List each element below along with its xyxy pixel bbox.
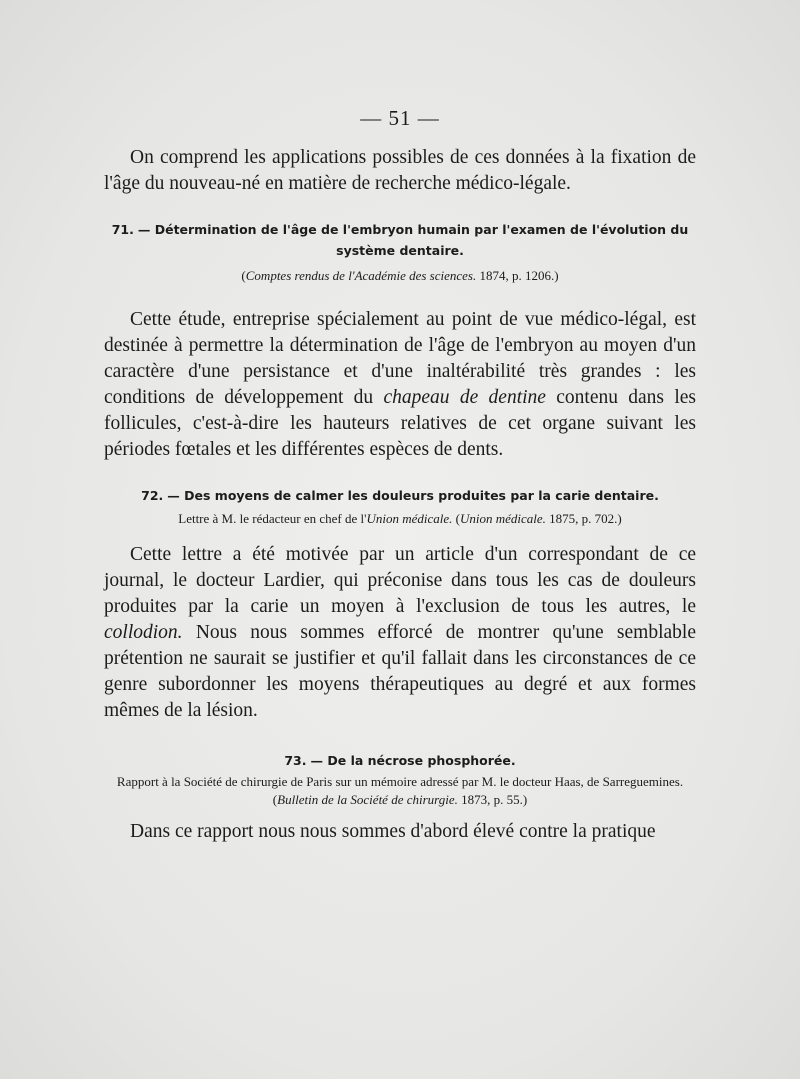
section-number: 71. [111, 222, 134, 237]
section-73-source [104, 773, 696, 809]
section-title-text: — De la nécrose phosphorée. [310, 753, 516, 768]
page-content [104, 106, 696, 845]
source-journal: Comptes rendus de l'Académie des sciences. [245, 268, 477, 283]
page-number: — 51 — [360, 106, 440, 130]
section-72-body [104, 542, 696, 724]
section-number: 73. [284, 753, 307, 768]
body-italic: collodion. [104, 622, 183, 643]
source-ref: 1874, p. 1206.) [476, 268, 559, 283]
body-text: Nous nous sommes efforcé de montrer qu'une semblable prétention ne saurait se justifier et qu'il fallait dans les circonstances de ce genre subordonner les moyens thérapeutiques au degré et aux formes mêmes de la lésion. [104, 622, 696, 721]
section-title-text: — Détermination de l'âge de l'embryon humain par l'examen de l'évolution du système dentaire. [137, 222, 689, 258]
source-journal: Bulletin de la Société de chirurgie. [277, 792, 458, 807]
section-71-source: (Comptes rendus de l'Académie des sciences. 1874, p. 1206.) [241, 268, 559, 283]
source-text: ( [452, 511, 460, 526]
source-ref: 1875, p. 702.) [545, 511, 622, 526]
body-text: contenu dans les follicules, c'est-à-dire les hauteurs relatives de cet organe suivant les périodes fœtales et les différentes espèces de dents. [104, 387, 696, 460]
source-journal: Union médicale. [366, 511, 453, 526]
section-71-body [104, 307, 696, 463]
section-72-source [104, 510, 696, 528]
source-text: Lettre à M. le rédacteur en chef de l' [178, 511, 367, 526]
section-number: 72. [141, 488, 164, 503]
intro-paragraph: On comprend les applications possibles de ces données à la fixation de l'âge du nouveau-né en matière de recherche médico-légale. [104, 147, 696, 194]
source-ref: 1873, p. 55.) [457, 792, 528, 807]
section-title-text: — Des moyens de calmer les douleurs produites par la carie dentaire. [167, 488, 659, 503]
source-journal: Union médicale. [459, 511, 546, 526]
section-72-title [104, 485, 696, 506]
body-text: Cette lettre a été motivée par un article d'un correspondant de ce journal, le docteur Lardier, qui préconise dans tous les cas de douleurs produites par la carie un moyen à l'exclusion de tous les autres, le [104, 544, 696, 617]
section-71-title [104, 219, 696, 261]
section-73-title [104, 750, 696, 771]
body-italic: chapeau de dentine [383, 387, 546, 408]
body-text: Cette étude, entreprise spécialement au point de vue médico-légal, est destinée à permettre la détermination de l'âge de l'embryon au moyen d'un caractère d'une persistance et d'une inaltérabilité très grandes : les conditions de développement du [104, 309, 696, 408]
source-text: Rapport à la Société de chirurgie de Paris sur un mémoire adressé par M. le docteur Haas, de Sarreguemines. ( [116, 774, 684, 807]
section-73-body: Dans ce rapport nous nous sommes d'abord élevé contre la pratique [130, 821, 656, 842]
